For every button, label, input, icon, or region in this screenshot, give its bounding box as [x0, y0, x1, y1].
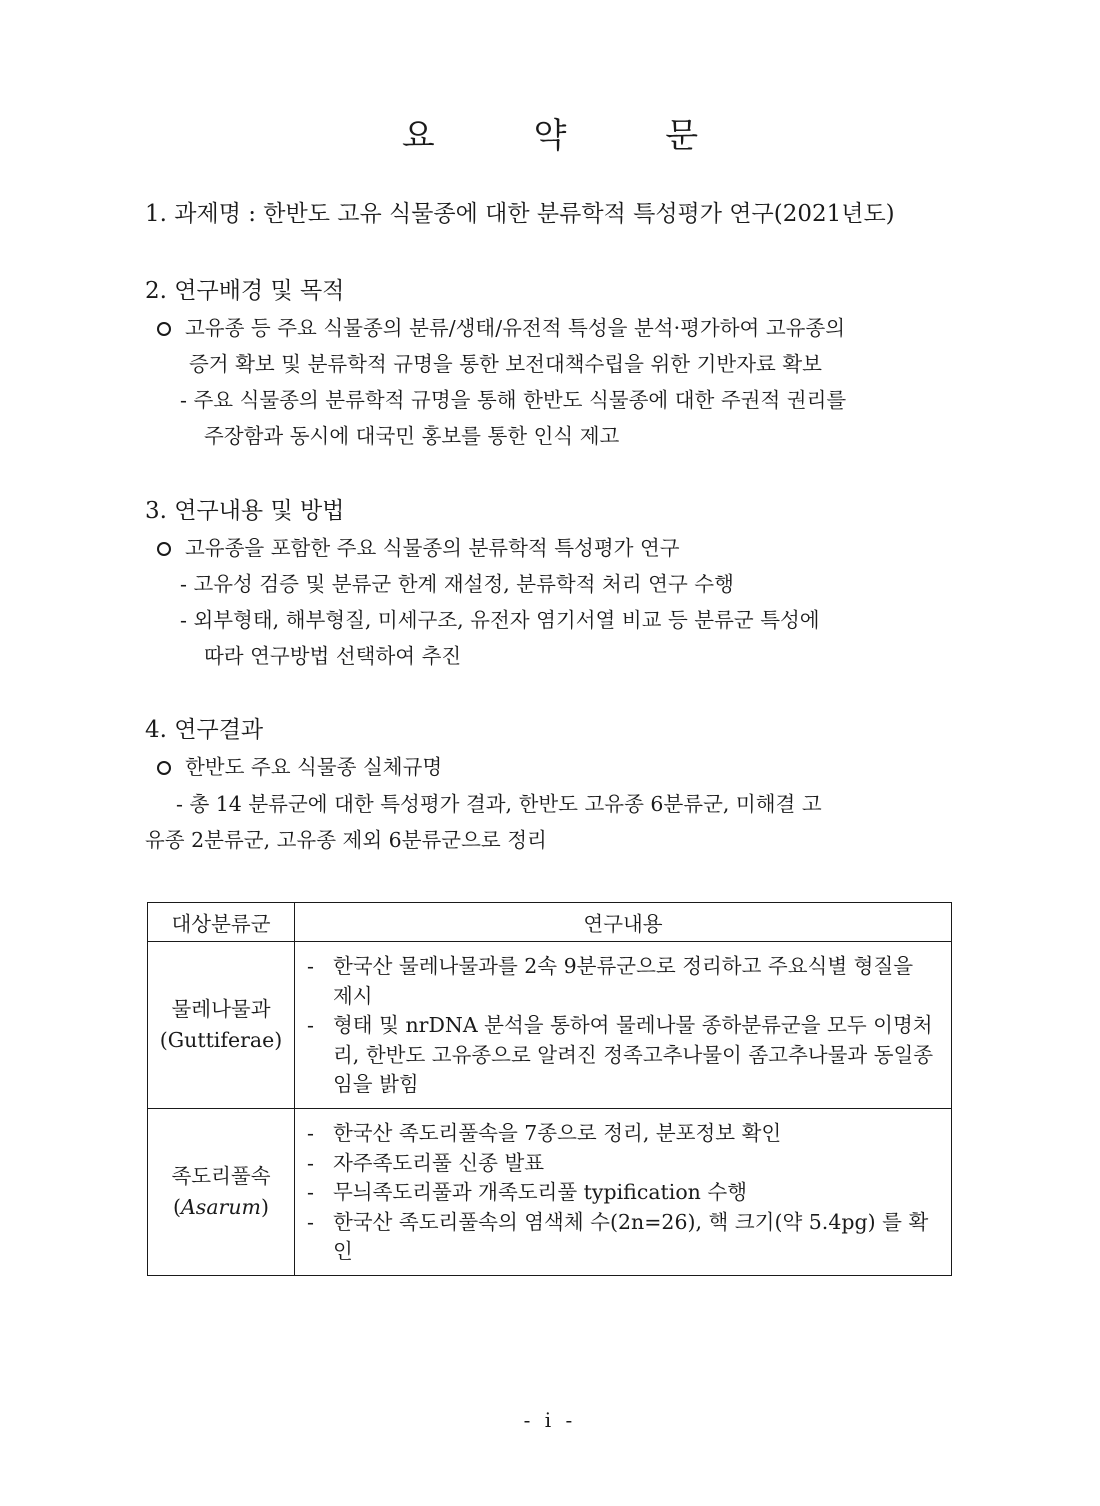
row-2-group	[148, 1108, 295, 1275]
row-1-group-latin: (Guttiferae)	[159, 1027, 283, 1052]
circle-bullet-icon	[157, 542, 171, 556]
section-3-sub-2-line-1: - 외부형태, 해부형질, 미세구조, 유전자 염기서열 비교 등 분류군 특성에	[180, 608, 820, 632]
section-2-bullet-1-line-1: 고유종 등 주요 식물종의 분류/생태/유전적 특성을 분석·평가하여 고유종의	[157, 314, 845, 342]
section-3-bullet-1: 고유종을 포함한 주요 식물종의 분류학적 특성평가 연구	[157, 534, 680, 562]
section-3-sub-2-line-2: 따라 연구방법 선택하여 추진	[204, 644, 462, 668]
page-title: 요 약 문	[401, 116, 743, 156]
section-3-heading: 3. 연구내용 및 방법	[145, 498, 345, 524]
header-content: 연구내용	[295, 903, 952, 942]
section-4-para-line-1: - 총 14 분류군에 대한 특성평가 결과, 한반도 고유종 6분류군, 미해결 고	[176, 792, 822, 816]
section-2-heading: 2. 연구배경 및 목적	[145, 278, 345, 304]
row-2-item-1: - 한국산 족도리풀속을 7종으로 정리, 분포정보 확인	[307, 1120, 782, 1145]
page-number: - i -	[523, 1408, 577, 1432]
results-table	[147, 902, 952, 1276]
row-2-group-ko: 족도리풀속	[171, 1163, 271, 1188]
section-2-sub-1-line-1: - 주요 식물종의 분류학적 규명을 통해 한반도 식물종에 대한 주권적 권리를	[180, 388, 847, 412]
header-group: 대상분류군	[148, 903, 295, 942]
circle-bullet-icon	[157, 322, 171, 336]
section-4-heading: 4. 연구결과	[145, 717, 264, 743]
section-1-heading: 1. 과제명 : 한반도 고유 식물종에 대한 분류학적 특성평가 연구(2021년도)	[145, 201, 895, 227]
circle-bullet-icon	[157, 761, 171, 775]
row-1-group	[148, 942, 295, 1109]
row-1-group-ko: 물레나물과	[171, 996, 271, 1021]
table-header-row	[148, 903, 952, 942]
section-2-bullet-1-line-2: 증거 확보 및 분류학적 규명을 통한 보전대책수립을 위한 기반자료 확보	[189, 352, 822, 376]
row-1-item-1: - 한국산 물레나물과를 2속 9분류군으로 정리하고 주요식별 형질을 제시	[307, 954, 914, 1008]
row-1-content	[295, 942, 952, 1109]
section-4-bullet-1: 한반도 주요 식물종 실체규명	[157, 753, 442, 781]
row-2-group-latin: (Asarum)	[173, 1194, 269, 1219]
row-1-item-2: - 형태 및 nrDNA 분석을 통하여 물레나물 종하분류군을 모두 이명처리, 한반도 고유종으로 알려진 정족고추나물이 좀고추나물과 동일종임을 밝힘	[307, 1013, 934, 1097]
section-2-sub-1-line-2: 주장함과 동시에 대국민 홍보를 통한 인식 제고	[204, 424, 620, 448]
table-row	[148, 942, 952, 1109]
row-2-item-2: - 자주족도리풀 신종 발표	[307, 1150, 545, 1175]
row-2-item-4: - 한국산 족도리풀속의 염색체 수(2n=26), 핵 크기(약 5.4pg) 를 확인	[307, 1209, 929, 1264]
row-2-item-3: - 무늬족도리풀과 개족도리풀 typification 수행	[307, 1180, 748, 1205]
section-3-sub-1: - 고유성 검증 및 분류군 한계 재설정, 분류학적 처리 연구 수행	[180, 572, 734, 596]
table-row	[148, 1108, 952, 1275]
row-2-content	[295, 1108, 952, 1275]
section-4-para-line-2: 유종 2분류군, 고유종 제외 6분류군으로 정리	[145, 828, 547, 852]
